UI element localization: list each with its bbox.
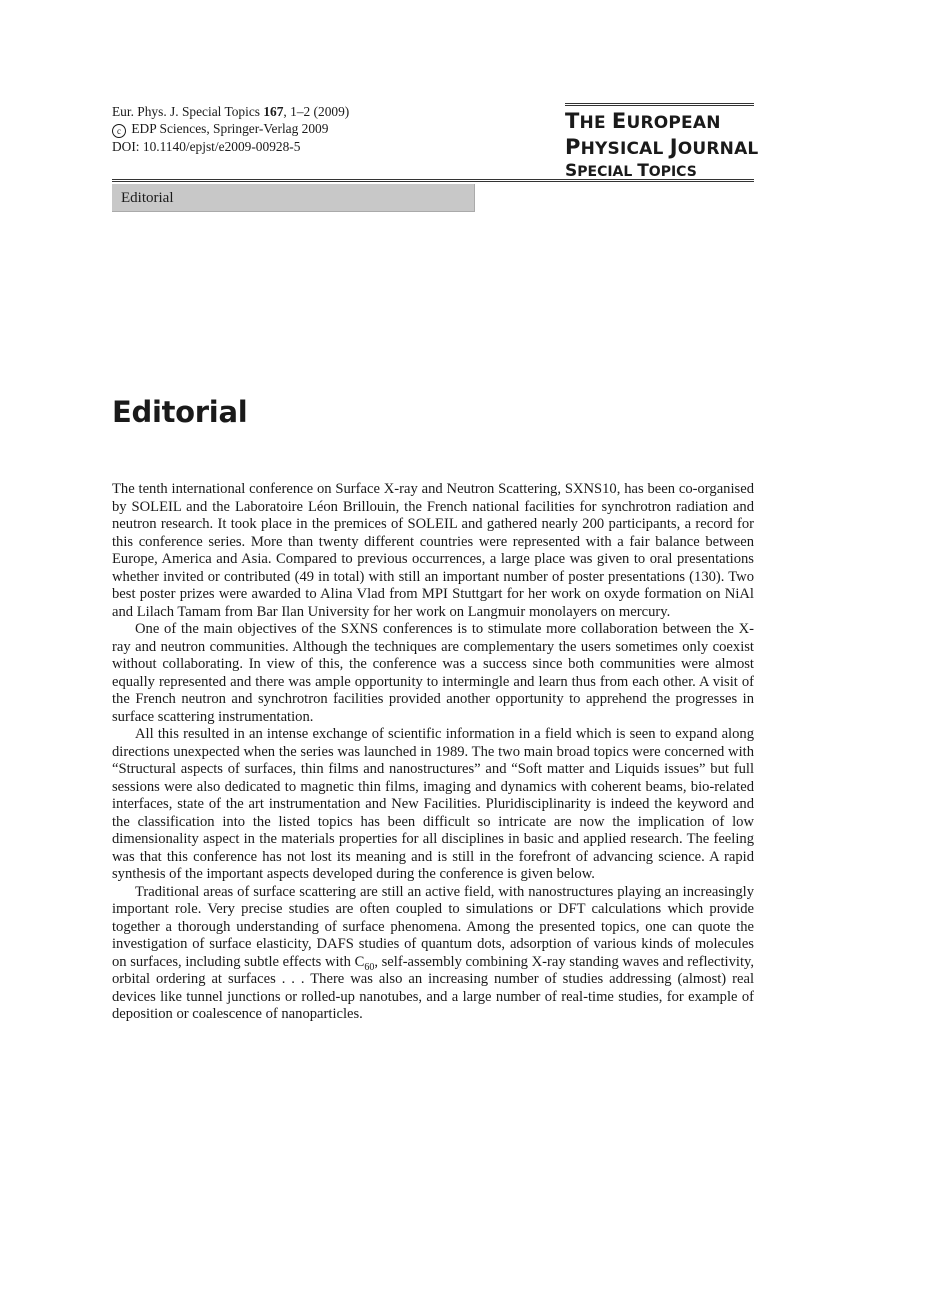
journal-rule	[565, 105, 754, 106]
copyright-line	[112, 120, 349, 138]
journal-subtitle: SPECIAL TOPICS	[565, 161, 697, 181]
journal-logo	[565, 103, 759, 182]
paragraph-text: , self-assembly combining X-ray standing waves and reflectivity, orbital ordering at surfaces . . . There was also an increasing number of studies addressing (almost) real devices like tunnel junctions or rolled-up nanotubes, and a large number of real-time studies, for example of deposition or coalescence of nanoparticles.	[112, 953, 754, 1022]
citation-prefix: Eur. Phys. J. Special Topics	[112, 104, 264, 119]
doi-line[interactable]: DOI: 10.1140/epjst/e2009-00928-5	[112, 139, 301, 154]
paragraph: The tenth international conference on Surface X-ray and Neutron Scattering, SXNS10, has been co-organised by SOLEIL and the Laboratoire Léon Brillouin, the French national facilities for synchrotron radiation and neutron research. It took place in the premices of SOLEIL and gathered nearly 200 participants, a record for this conference series. More than twenty different countries were represented with a fair balance between Europe, America and Asia. Compared to previous occurrences, a large place was given to oral presentations whether invited or contributed (49 in total) with still an important number of poster presentations (130). Two best poster prizes were awarded to Alina Vlad from MPI Stuttgart for her work on oxyde formation on NiAl and Lilach Tamam from Bar Ilan University for her work on Langmuir monolayers on mercury.	[112, 481, 754, 620]
journal-rule	[565, 103, 754, 104]
header-divider	[112, 181, 754, 182]
volume-number: 167	[263, 104, 284, 119]
header-divider	[112, 179, 754, 180]
article-title: Editorial	[112, 395, 248, 429]
citation-header	[112, 103, 349, 155]
subscript: 60	[364, 961, 375, 973]
paragraph: All this resulted in an intense exchange of scientific information in a field which is seen to expand along directions unexpected when the series was launched in 1989. The two main broad topics were concerned with “Structural aspects of surfaces, thin films and nanostructures” and “Soft matter and Liquids issues” but full sessions were also dedicated to magnetic thin films, imaging and dynamics with coherent beams, bio-related interfaces, state of the art instrumentation and New Facilities. Pluridisciplinarity is indeed the keyword and the classification into the listed topics has been difficult so intricate are now the implication of low dimensionality aspect in the materials properties for all disciplines in basic and applied research. The feeling was that this conference has not lost its meaning and is still in the forefront of advancing science. A rapid synthesis of the important aspects developed during the conference is given below.	[112, 726, 754, 882]
section-tag: Editorial	[112, 184, 475, 212]
article-body	[112, 481, 754, 1024]
paragraph	[112, 884, 754, 1024]
citation-suffix: , 1–2 (2009)	[283, 104, 350, 119]
journal-name-line1: THE EUROPEAN	[565, 109, 721, 133]
copyright-icon: c	[112, 124, 126, 138]
citation-line	[112, 103, 349, 120]
paragraph-text: Traditional areas of surface scattering are still an active field, with nanostructures playing an increasingly important role. Very precise studies are often coupled to simulations or DFT calculations which provide together a thorough understanding of surface phenomena. Among the presented topics, one can quote the investigation of surface elasticity, DAFS studies of quantum dots, adsorption of various kinds of molecules on surfaces, including subtle effects with C	[112, 883, 754, 970]
journal-name-line2: PHYSICAL JOURNAL	[565, 135, 759, 159]
paragraph: One of the main objectives of the SXNS conferences is to stimulate more collaboration between the X-ray and neutron communities. Although the techniques are complementary the users sometimes only coexist without collaborating. In view of this, the conference was a success since both communities were almost equally represented and there was ample opportunity to intermingle and learn thus from each other. A visit of the French neutron and synchrotron facilities provided another opportunity to apprehend the progresses in surface scattering instrumentation.	[112, 621, 754, 725]
copyright-text: EDP Sciences, Springer-Verlag 2009	[131, 121, 329, 136]
